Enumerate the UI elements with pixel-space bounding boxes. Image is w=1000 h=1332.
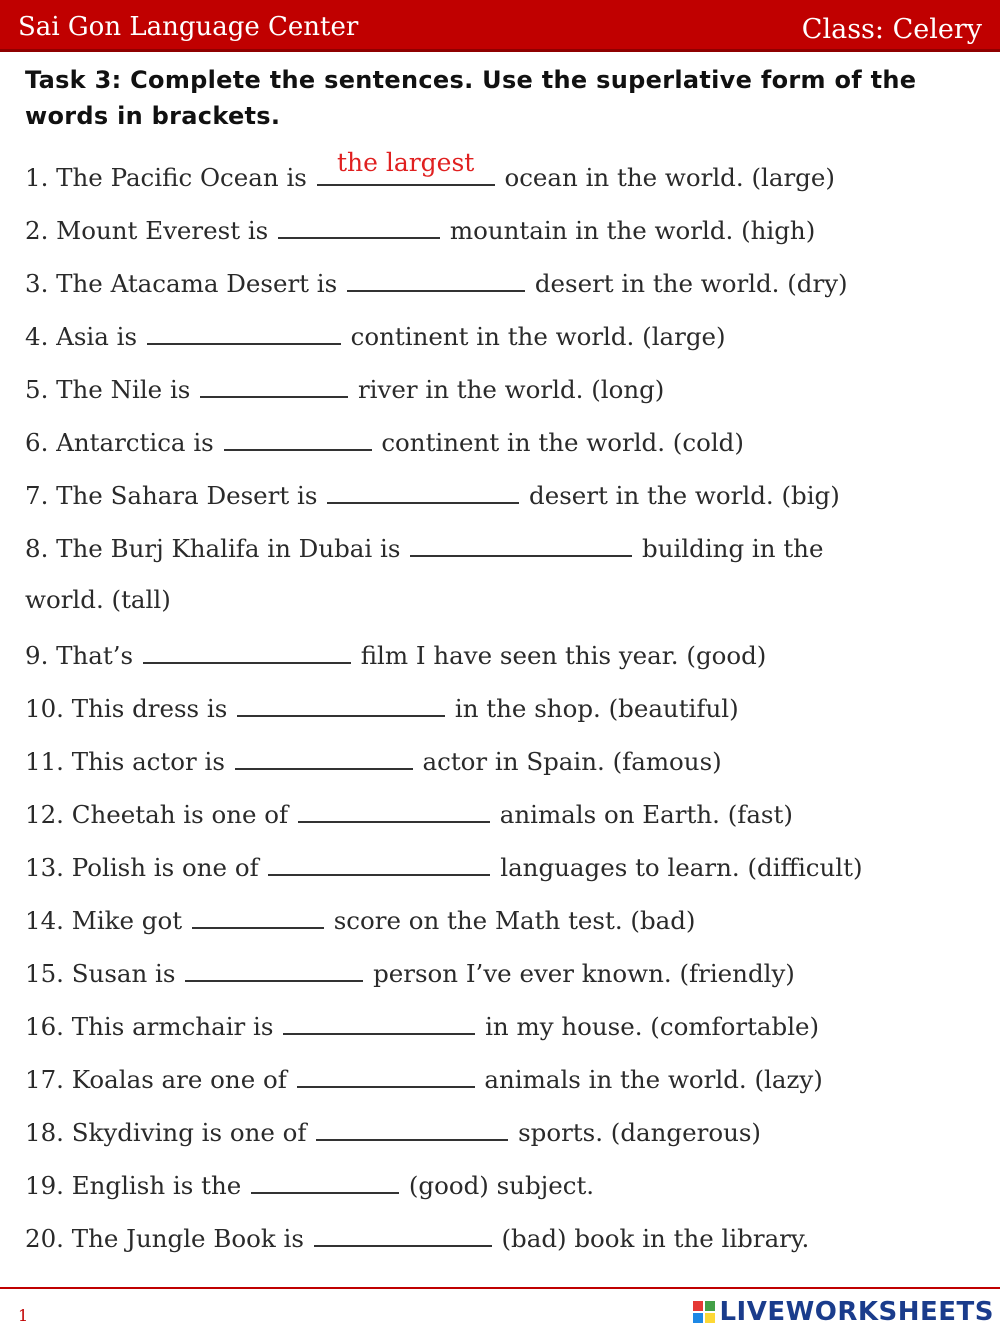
question-text: ocean in the world. (large) — [504, 163, 835, 192]
question-text: 11. This actor is — [25, 747, 225, 776]
answer-blank[interactable] — [251, 1168, 399, 1194]
answer-blank[interactable] — [283, 1009, 475, 1035]
answer-blank[interactable] — [298, 797, 490, 823]
question-row — [25, 1009, 819, 1041]
answer-blank[interactable] — [278, 213, 440, 239]
question-text: 7. The Sahara Desert is — [25, 481, 318, 510]
answer-blank[interactable] — [317, 148, 495, 186]
question-row — [25, 956, 795, 988]
question-row — [25, 478, 840, 510]
question-text: in my house. (comfortable) — [485, 1012, 820, 1041]
question-text: building in the — [642, 534, 824, 563]
question-text: river in the world. (long) — [357, 375, 665, 404]
question-text: 4. Asia is — [25, 322, 138, 351]
answer-blank[interactable] — [410, 531, 632, 557]
answer-blank[interactable] — [147, 319, 341, 345]
question-text: 6. Antarctica is — [25, 428, 214, 457]
question-text: 17. Koalas are one of — [25, 1065, 287, 1094]
question-row — [25, 585, 171, 614]
question-text: actor in Spain. (famous) — [422, 747, 722, 776]
question-row — [25, 1115, 761, 1147]
question-row — [25, 425, 744, 457]
center-name: Sai Gon Language Center — [18, 12, 359, 42]
question-row — [25, 1062, 823, 1094]
question-text: (good) subject. — [408, 1171, 595, 1200]
question-row — [25, 372, 664, 404]
question-text: 10. This dress is — [25, 694, 228, 723]
question-text: 12. Cheetah is one of — [25, 800, 289, 829]
question-text: 5. The Nile is — [25, 375, 191, 404]
question-row — [25, 319, 726, 351]
question-row — [25, 1168, 594, 1200]
question-row — [25, 797, 793, 829]
liveworksheets-brand — [693, 1296, 994, 1328]
question-row — [25, 744, 722, 776]
question-row — [25, 148, 835, 192]
brand-text: LIVEWORKSHEETS — [719, 1297, 994, 1327]
answer-blank[interactable] — [268, 850, 490, 876]
question-text: 13. Polish is one of — [25, 853, 259, 882]
answer-blank[interactable] — [143, 638, 351, 664]
question-text: 20. The Jungle Book is — [25, 1224, 304, 1253]
answer-blank[interactable] — [327, 478, 519, 504]
answer-blank[interactable] — [235, 744, 413, 770]
question-row — [25, 903, 696, 935]
page-header — [0, 0, 1000, 52]
question-text: film I have seen this year. (good) — [360, 641, 767, 670]
question-row — [25, 1221, 809, 1253]
answer-blank[interactable] — [192, 903, 324, 929]
question-text: desert in the world. (dry) — [534, 269, 848, 298]
question-text: 18. Skydiving is one of — [25, 1118, 307, 1147]
question-row — [25, 531, 823, 563]
question-text: 15. Susan is — [25, 959, 176, 988]
question-row — [25, 638, 766, 670]
footer-divider — [0, 1287, 1000, 1289]
answer-blank[interactable] — [224, 425, 372, 451]
question-text: desert in the world. (big) — [529, 481, 840, 510]
question-text: continent in the world. (cold) — [381, 428, 744, 457]
question-text: (bad) book in the library. — [501, 1224, 810, 1253]
answer-blank[interactable] — [185, 956, 363, 982]
question-text: 2. Mount Everest is — [25, 216, 269, 245]
question-row — [25, 850, 863, 882]
question-text: animals on Earth. (fast) — [499, 800, 793, 829]
question-text: 8. The Burj Khalifa in Dubai is — [25, 534, 401, 563]
class-label: Class: Celery — [801, 14, 982, 45]
question-text: 19. English is the — [25, 1171, 242, 1200]
question-text: 3. The Atacama Desert is — [25, 269, 338, 298]
question-text: languages to learn. (difficult) — [500, 853, 863, 882]
question-text: person I’ve ever known. (friendly) — [373, 959, 795, 988]
answer-blank[interactable] — [347, 266, 525, 292]
question-text: 16. This armchair is — [25, 1012, 274, 1041]
question-text: 14. Mike got — [25, 906, 183, 935]
liveworksheets-logo-icon — [693, 1301, 715, 1323]
question-text: animals in the world. (lazy) — [484, 1065, 823, 1094]
question-text: 9. That’s — [25, 641, 134, 670]
answer-blank[interactable] — [314, 1221, 492, 1247]
question-text: continent in the world. (large) — [350, 322, 726, 351]
answer-blank[interactable] — [316, 1115, 508, 1141]
question-row — [25, 691, 739, 723]
question-text: sports. (dangerous) — [518, 1118, 761, 1147]
answer-blank[interactable] — [297, 1062, 475, 1088]
answer-blank[interactable] — [237, 691, 445, 717]
page-number: 1 — [18, 1306, 29, 1325]
answer-text: the largest — [336, 148, 475, 177]
question-text: score on the Math test. (bad) — [333, 906, 696, 935]
question-text: mountain in the world. (high) — [449, 216, 816, 245]
question-text: 1. The Pacific Ocean is — [25, 163, 307, 192]
task-instructions: Task 3: Complete the sentences. Use the superlative form of the words in brackets. — [25, 66, 917, 130]
question-text: in the shop. (beautiful) — [454, 694, 739, 723]
question-text: world. (tall) — [25, 585, 171, 614]
answer-blank[interactable] — [200, 372, 348, 398]
question-row — [25, 266, 848, 298]
question-row — [25, 213, 815, 245]
